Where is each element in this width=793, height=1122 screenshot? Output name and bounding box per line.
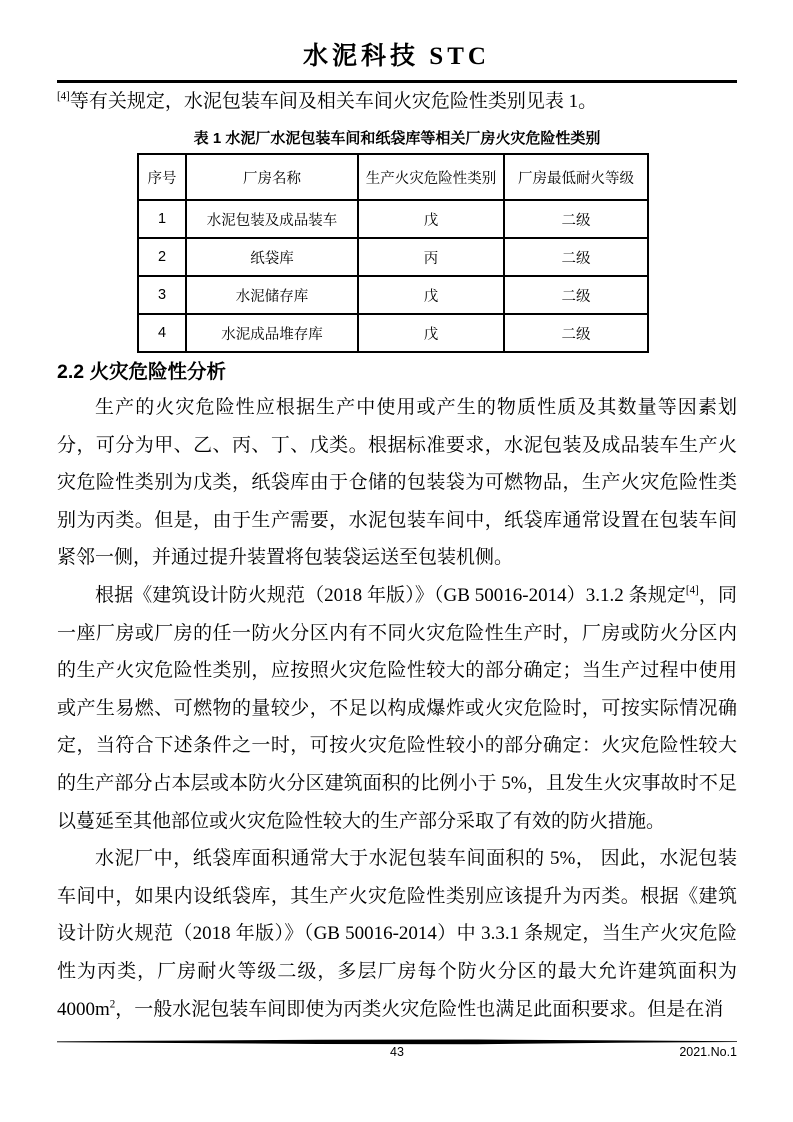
text-run: 生产的火灾危险性应根据生产中使用或产生的物质性质及其数量等因素划分，可分为甲、乙、丙、丁、戊类。根据标准要求，水泥包装及成品装车生产火灾危险性类别为戊类，纸袋库由于仓储的包装袋为可燃物品，生产火灾危险性类别为丙类。但是，由于生产需要，水泥包装车间中，纸袋库通常设置在包装车间紧邻一侧，并通过提升装置将包装袋运送至包装机侧。: [57, 397, 737, 569]
table-header-cell: 序号: [138, 154, 186, 200]
text-run: 等有关规定，水泥包装车间及相关车间火灾危险性类别见表 1。: [69, 91, 598, 112]
text-run: 水泥厂中，纸袋库面积通常大于水泥包装车间面积的 5%， 因此，水泥包装车间中，如果内设纸袋库，其生产火灾危险性类别应该提升为丙类。根据《建筑设计防火规范（2018 年版）》（GB 50016-2014）中 3.3.1 条规定，当生产火灾危险性为丙类，厂房耐火等级二级，多层厂房每个防火分区的最大允许建筑面积为4000m: [57, 848, 737, 1020]
table-cell: 1: [138, 200, 186, 238]
issue-label: 2021.No.1: [679, 1045, 737, 1059]
paragraph: [57, 577, 737, 840]
paragraph: [57, 840, 737, 1028]
table-cell: 2: [138, 238, 186, 276]
table-cell: 二级: [504, 276, 648, 314]
intro-paragraph: [57, 86, 737, 118]
text-run: ，同一座厂房或厂房的任一防火分区内有不同火灾危险性生产时，厂房或防火分区内的生产火灾危险性类别，应按照火灾危险性较大的部分确定；当生产过程中使用或产生易燃、可燃物的量较少，不足以构成爆炸或火灾危险时，可按实际情况确定，当符合下述条件之一时，可按火灾危险性较小的部分确定：火灾危险性较大的生产部分占本层或本防火分区建筑面积的比例小于 5%，且发生火灾事故时不足以蔓延至其他部位或火灾危险性较大的生产部分采取了有效的防火措施。: [57, 584, 737, 832]
table-cell: 戊: [358, 200, 504, 238]
table-cell: 水泥储存库: [186, 276, 358, 314]
table-cell: 二级: [504, 200, 648, 238]
page-footer: [57, 1045, 737, 1061]
text-run: ，一般水泥包装车间即使为丙类火灾危险性也满足此面积要求。但是在消: [115, 998, 724, 1020]
table-header-cell: 厂房名称: [186, 154, 358, 200]
table-body: [138, 200, 648, 352]
footnote-superscript: [4]: [57, 90, 70, 103]
table-cell: 戊: [358, 276, 504, 314]
table-caption: 表 1 水泥厂水泥包装车间和纸袋库等相关厂房火灾危险性类别: [193, 130, 601, 147]
table-cell: 戊: [358, 314, 504, 352]
table-cell: 纸袋库: [186, 238, 358, 276]
table-row: [138, 200, 648, 238]
table-header-cell: 生产火灾危险性类别: [358, 154, 504, 200]
table-header-row: [138, 154, 648, 200]
table-cell: 丙: [358, 238, 504, 276]
table-cell: 3: [138, 276, 186, 314]
footnote-superscript: [4]: [685, 584, 699, 597]
table-row: [138, 238, 648, 276]
table-cell: 二级: [504, 314, 648, 352]
section-heading: 2.2 火灾危险性分析: [57, 361, 227, 383]
table-cell: 二级: [504, 238, 648, 276]
table-cell: 水泥包装及成品装车: [186, 200, 358, 238]
journal-title: 水泥科技 STC: [303, 43, 490, 70]
table-cell: 4: [138, 314, 186, 352]
table-cell: 水泥成品堆存库: [186, 314, 358, 352]
fire-risk-table: [137, 153, 649, 353]
footnote-superscript: 2: [109, 998, 116, 1011]
paragraph: [57, 389, 737, 577]
header-rule: [57, 80, 737, 83]
table-header-cell: 厂房最低耐火等级: [504, 154, 648, 200]
text-run: 根据《建筑设计防火规范（2018 年版）》（GB 50016-2014）3.1.2 条规定: [95, 584, 686, 606]
table-row: [138, 314, 648, 352]
section-body: [57, 389, 737, 1028]
page-number: 43: [390, 1045, 404, 1059]
table-row: [138, 276, 648, 314]
